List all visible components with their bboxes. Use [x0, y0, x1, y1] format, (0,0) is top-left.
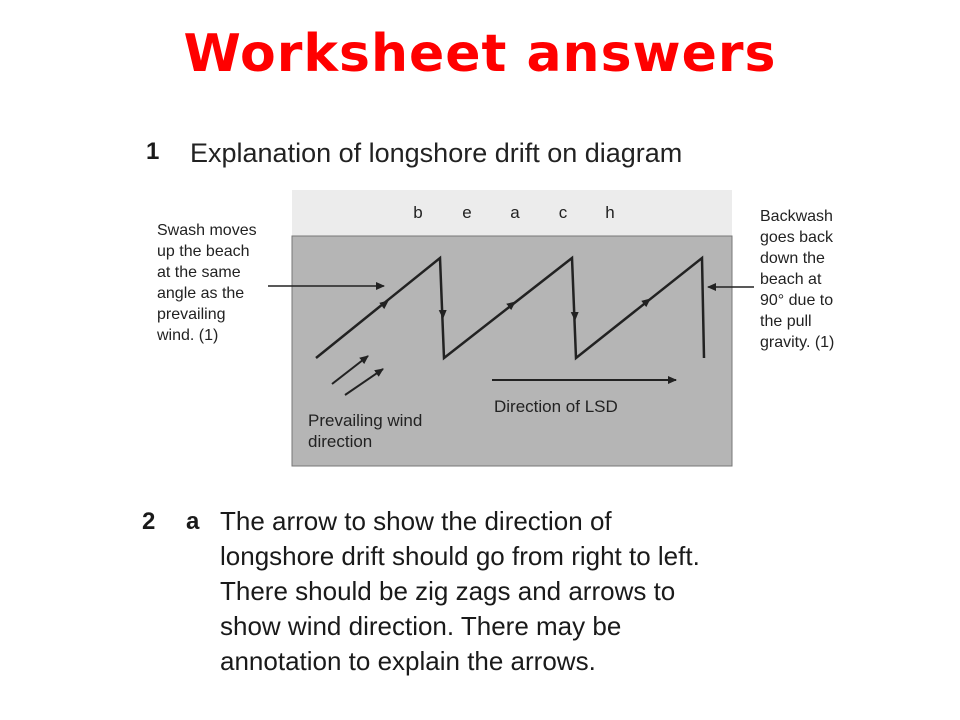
- wind-direction-label: Prevailing wind direction: [308, 411, 423, 451]
- answer-line: show wind direction. There may be: [220, 611, 622, 641]
- answer-line: longshore drift should go from right to left.: [220, 541, 700, 571]
- answer-line: The arrow to show the direction of: [220, 506, 612, 536]
- lsd-label: Direction of LSD: [494, 397, 618, 416]
- page-title: Worksheet answers: [183, 24, 777, 84]
- question-1-number: 1: [146, 138, 160, 165]
- swash-label: Swash moves up the beach at the same angle as the prevailing wind. (1): [157, 222, 257, 344]
- question-2-number: 2: [142, 508, 156, 535]
- beach-letter: h: [605, 203, 615, 222]
- beach-letter: a: [510, 203, 520, 222]
- beach-letter: e: [462, 203, 472, 222]
- beach-letter: b: [413, 203, 423, 222]
- answer-line: annotation to explain the arrows.: [220, 646, 596, 676]
- answer-line: There should be zig zags and arrows to: [220, 576, 676, 606]
- question-1-text: Explanation of longshore drift on diagram: [190, 138, 683, 168]
- beach-letter: c: [558, 203, 568, 222]
- backwash-label: Backwash goes back down the beach at 90° due to the pull gravity. (1): [760, 208, 835, 351]
- question-2-sub-label: a: [186, 508, 200, 535]
